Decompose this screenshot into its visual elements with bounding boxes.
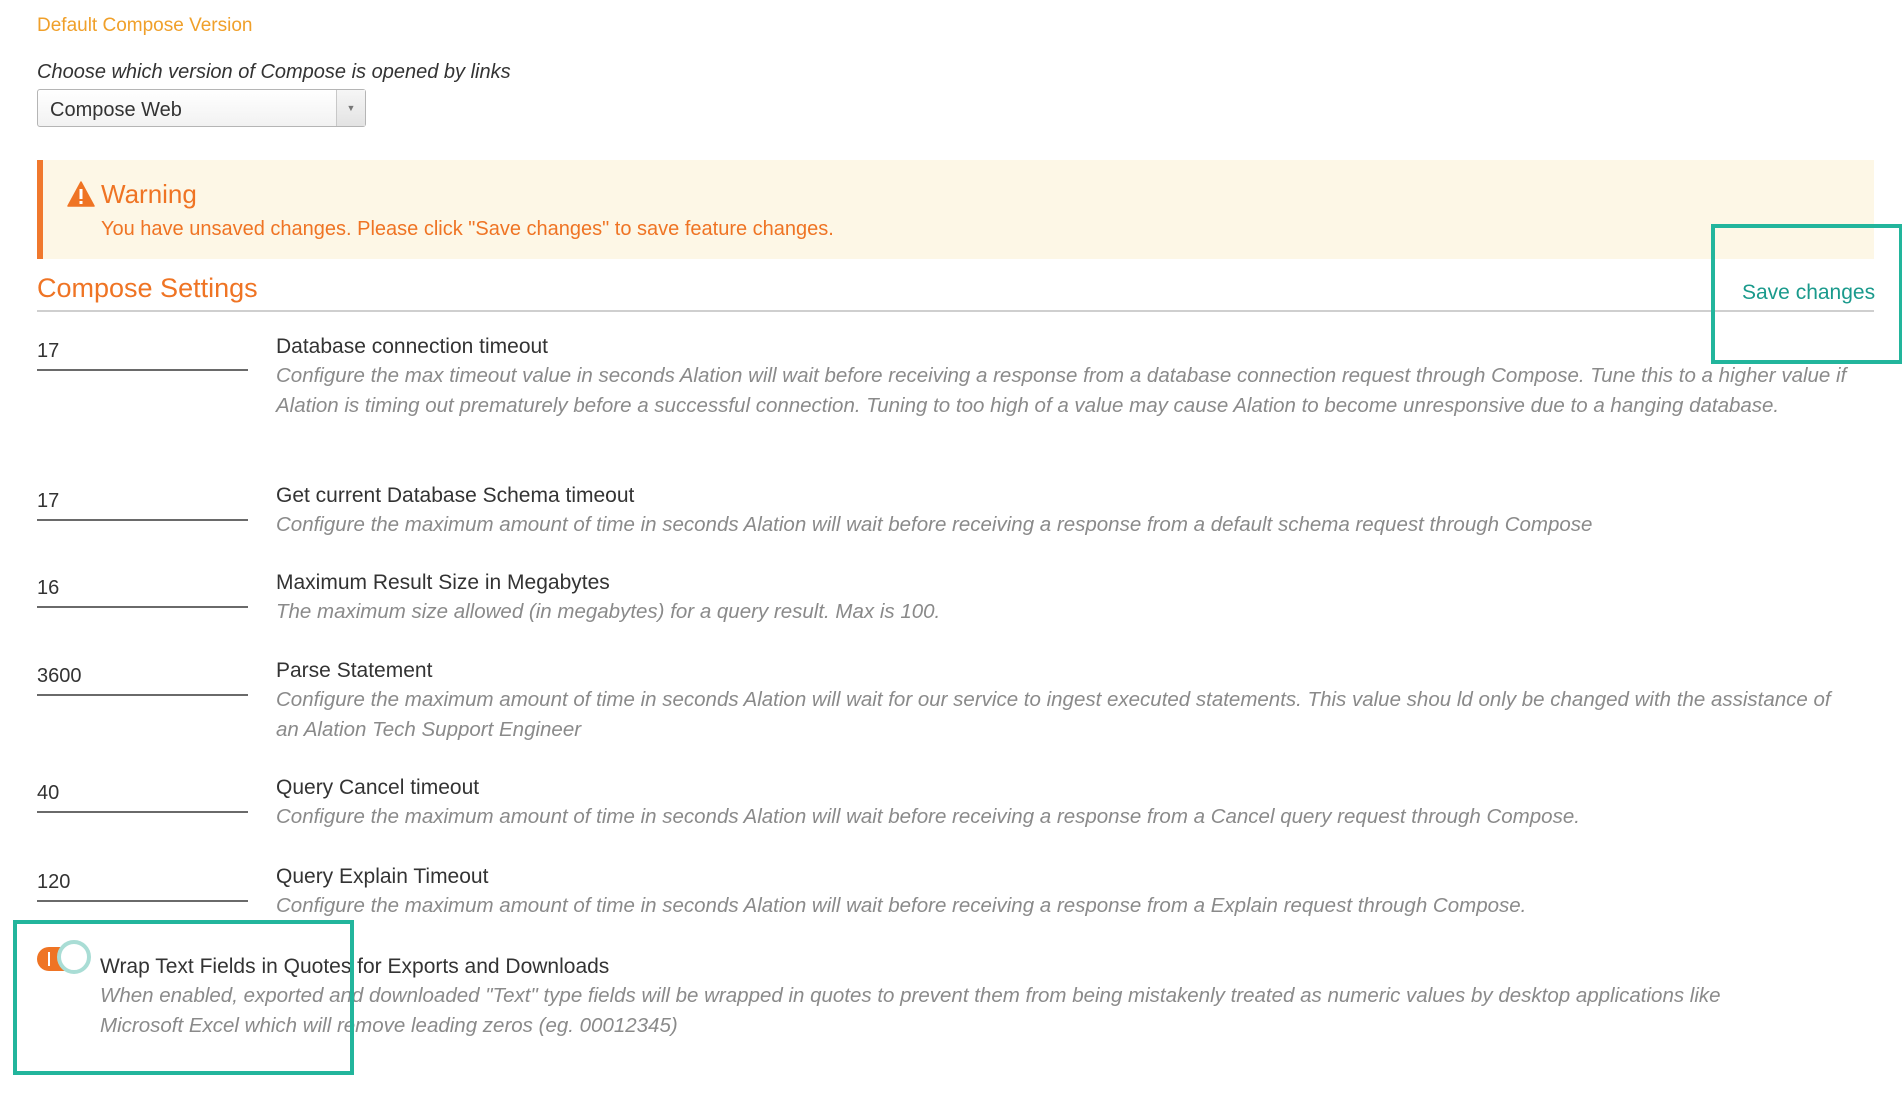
compose-version-select[interactable] bbox=[37, 89, 366, 127]
unsaved-changes-warning bbox=[37, 160, 1874, 259]
setting-title: Parse Statement bbox=[276, 659, 433, 682]
warning-title: Warning bbox=[101, 179, 197, 209]
warning-message: You have unsaved changes. Please click "Save changes" to save feature changes. bbox=[101, 218, 834, 240]
setting-title: Get current Database Schema timeout bbox=[276, 484, 635, 507]
warning-triangle-icon bbox=[67, 181, 95, 207]
max-result-size-input[interactable]: 16 bbox=[37, 577, 248, 608]
setting-title: Query Cancel timeout bbox=[276, 776, 480, 799]
chevron-down-icon[interactable]: ▼ bbox=[336, 90, 365, 126]
query-cancel-timeout-input[interactable]: 40 bbox=[37, 782, 248, 813]
schema-timeout-input[interactable]: 17 bbox=[37, 490, 248, 521]
compose-version-label: Choose which version of Compose is opened by links bbox=[37, 61, 511, 83]
setting-description: Configure the maximum amount of time in seconds Alation will wait before receiving a response from a Explain request through Compose. bbox=[276, 894, 1527, 917]
compose-version-select-value: Compose Web bbox=[50, 99, 182, 121]
database-connection-timeout-input[interactable]: 17 bbox=[37, 340, 248, 371]
setting-description: Configure the max timeout value in seconds Alation will wait before receiving a response from a database connection request through Compose. Tune this to a higher value if Alation is timing out prematurely before a successful connection. Tuning to too high of a value may cause Alation to become unresponsive due to a hanging database. bbox=[276, 364, 1847, 417]
setting-title: Database connection timeout bbox=[276, 335, 549, 358]
save-changes-button[interactable]: Save changes bbox=[1742, 281, 1876, 304]
setting-description: Configure the maximum amount of time in seconds Alation will wait for our service to ingest executed statements. This value shou ld only be changed with the assistance of an Alation Tech Support Engineer bbox=[276, 688, 1831, 741]
wrap-text-toggle-label: Wrap Text Fields in Quotes for Exports and Downloads bbox=[100, 955, 610, 978]
parse-statement-input[interactable]: 3600 bbox=[37, 665, 248, 696]
wrap-toggle-highlight bbox=[13, 920, 354, 1075]
wrap-text-toggle-description: When enabled, exported and downloaded "Text" type fields will be wrapped in quotes to prevent them from being mistakenly treated as numeric values by desktop applications like Microsoft Excel which will remove leading zeros (eg. 00012345) bbox=[100, 984, 1721, 1037]
setting-title: Query Explain Timeout bbox=[276, 865, 489, 888]
compose-settings-title: Compose Settings bbox=[37, 273, 258, 303]
default-compose-version-link[interactable]: Default Compose Version bbox=[37, 15, 253, 36]
section-divider bbox=[37, 310, 1874, 312]
save-changes-highlight bbox=[1711, 224, 1902, 364]
setting-description: The maximum size allowed (in megabytes) for a query result. Max is 100. bbox=[276, 600, 941, 623]
setting-description: Configure the maximum amount of time in seconds Alation will wait before receiving a response from a default schema request through Compose bbox=[276, 513, 1593, 536]
setting-title: Maximum Result Size in Megabytes bbox=[276, 571, 610, 594]
query-explain-timeout-input[interactable]: 120 bbox=[37, 871, 248, 902]
setting-description: Configure the maximum amount of time in seconds Alation will wait before receiving a response from a Cancel query request through Compose. bbox=[276, 805, 1580, 828]
